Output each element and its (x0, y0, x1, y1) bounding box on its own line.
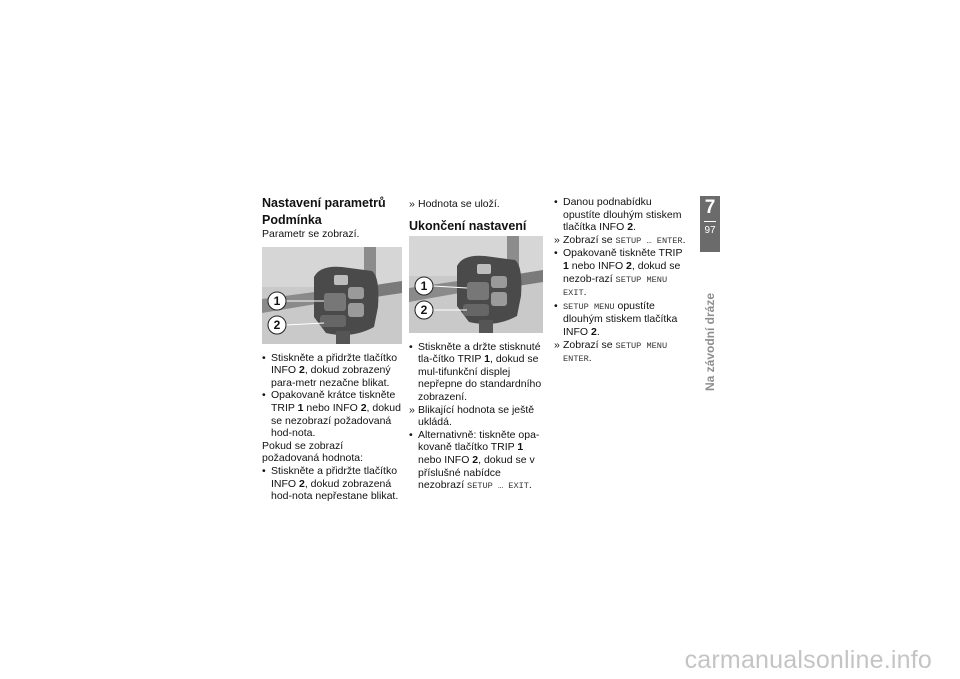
handlebar-photo-1 (262, 247, 402, 344)
column-left (262, 196, 402, 503)
condition-text: Parametr se zobrazí. (262, 228, 360, 240)
section-heading: Nastavení parametrů (262, 196, 386, 210)
chapter-number: 7 (704, 197, 716, 218)
result-item: » Zobrazí se SETUP MENU ENTER. (554, 338, 668, 365)
list-item: • Stiskněte a držte stisknuté tla-čítko TRIP 1, dokud se mul-tifunkční displej nepřepne do standardního zobrazení. (409, 340, 542, 403)
steps-list-b (262, 465, 402, 503)
result-marker: » (409, 198, 415, 210)
chapter-tab (700, 196, 720, 252)
bullet-marker: • (554, 299, 558, 312)
steps-list-end (409, 341, 542, 493)
list-item: • Opakovaně krátce tiskněte TRIP 1 nebo INFO 2, dokud se nezobrazí požadovaná hod-nota. (262, 389, 401, 440)
result-marker: » (554, 338, 560, 351)
display-text: SETUP MENU EXIT (563, 274, 668, 299)
list-item: • Opakovaně tiskněte TRIP 1 nebo INFO 2, dokud se nezob-razí SETUP MENU EXIT. (554, 247, 683, 299)
display-text: SETUP MENU (563, 301, 615, 312)
section-heading-end: Ukončení nastavení (409, 218, 527, 233)
list-item: • Alternativně: tiskněte opa-kovaně tlačítko TRIP 1 nebo INFO 2, dokud se v příslušné nabídce nezobrazí SETUP … EXIT. (409, 428, 540, 492)
result-item: » Hodnota se uloží. (409, 198, 500, 210)
result-marker: » (409, 403, 415, 416)
bullet-marker: • (409, 340, 413, 353)
steps-list-a (262, 352, 402, 440)
result-marker: » (554, 233, 560, 246)
watermark: carmanualsonline.info (684, 646, 932, 674)
note-text: Pokud se zobrazí požadovaná hodnota: (262, 439, 364, 465)
bullet-marker: • (554, 196, 558, 208)
result-item: » Blikající hodnota se ještě ukládá. (409, 403, 535, 429)
list-item: • Danou podnabídku opustíte dlouhým stiskem tlačítka INFO 2. (554, 196, 682, 234)
display-text: SETUP MENU ENTER (563, 340, 668, 365)
section-title-vertical: Na závodní dráze (703, 292, 717, 392)
condition-heading: Podmínka (262, 213, 322, 227)
bullet-marker: • (262, 351, 266, 364)
photo-label-2: 2 (420, 302, 428, 317)
list-item: • Stiskněte a přidržte tlačítko INFO 2, dokud zobrazený para-metr nezačne blikat. (262, 351, 398, 389)
photo-label-1: 1 (273, 293, 281, 308)
page-number: 97 (704, 225, 716, 236)
column-middle (409, 198, 542, 493)
bullet-marker: • (554, 247, 558, 260)
bullet-marker: • (409, 428, 413, 441)
column-right (554, 196, 690, 366)
bullet-marker: • (262, 389, 266, 402)
list-item: • Stiskněte a přidržte tlačítko INFO 2, dokud zobrazená hod-nota nepřestane blikat. (262, 464, 399, 503)
steps-list-right (554, 196, 690, 366)
bullet-marker: • (262, 464, 266, 477)
photo-label-1: 1 (420, 278, 428, 293)
list-item: • SETUP MENU opustíte dlouhým stiskem tlačítka INFO 2. (554, 299, 678, 338)
result-item: » Zobrazí se SETUP … ENTER. (554, 233, 686, 246)
handlebar-photo-2 (409, 236, 543, 333)
display-text: SETUP … EXIT (467, 481, 529, 492)
photo-label-2: 2 (273, 317, 281, 332)
display-text: SETUP … ENTER (615, 235, 683, 246)
tab-divider (704, 221, 716, 222)
